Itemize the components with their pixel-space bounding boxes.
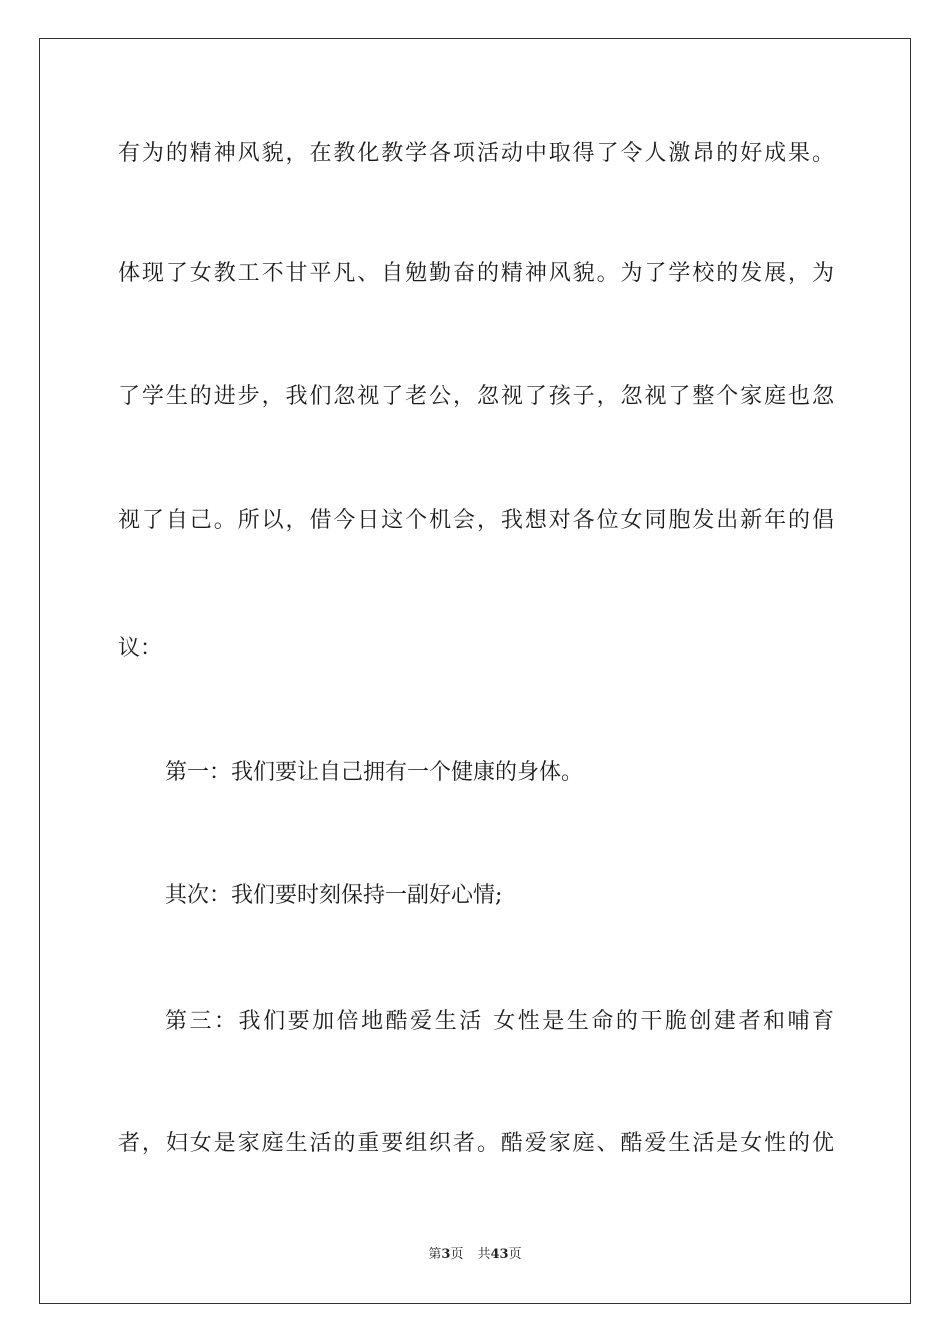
text-line-3: 了学生的进步，我们忽视了老公，忽视了孩子，忽视了整个家庭也忽	[118, 384, 834, 409]
text-line-4: 视了自己。所以，借今日这个机会，我想对各位女同胞发出新年的倡	[118, 508, 834, 533]
paragraph-third: 第三：我们要加倍地酷爱生活 女性是生命的干脆创建者和哺育	[165, 1009, 834, 1034]
total-suffix: 页	[508, 1247, 522, 1262]
page-suffix: 页	[450, 1247, 464, 1262]
page-footer	[0, 1246, 950, 1264]
page-number: 3	[441, 1247, 451, 1262]
text-line-2: 体现了女教工不甘平凡、自勉勤奋的精神风貌。为了学校的发展，为	[118, 261, 834, 286]
total-prefix: 共	[477, 1247, 491, 1262]
paragraph-second: 其次：我们要时刻保持一副好心情;	[165, 883, 503, 908]
text-line-9: 者，妇女是家庭生活的重要组织者。酷爱家庭、酷爱生活是女性的优	[118, 1131, 834, 1156]
paragraph-first: 第一：我们要让自己拥有一个健康的身体。	[165, 760, 584, 785]
text-line-5: 议：	[118, 636, 163, 661]
total-pages: 43	[490, 1247, 509, 1262]
page-border	[39, 38, 911, 1304]
page-prefix: 第	[428, 1247, 442, 1262]
text-line-1: 有为的精神风貌，在教化教学各项活动中取得了令人激昂的好成果。	[118, 141, 834, 166]
